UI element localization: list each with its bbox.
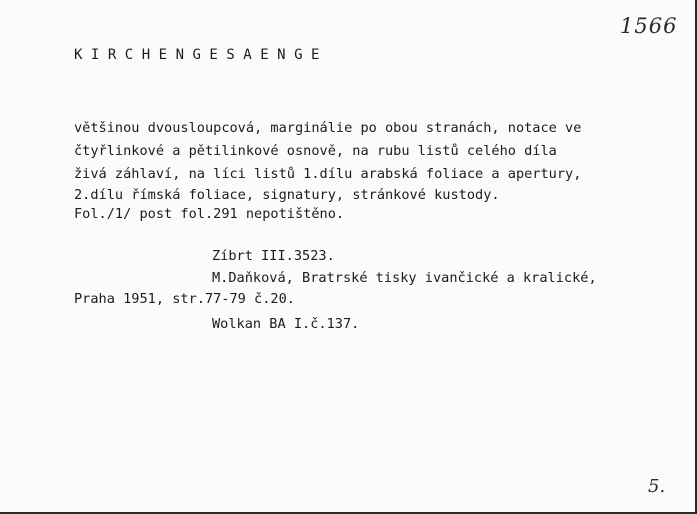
shelfmark: 1566 xyxy=(620,14,678,38)
reference-dankova-continuation: Praha 1951, str.77-79 č.20. xyxy=(74,291,295,307)
description-line-1: většinou dvousloupcová, marginálie po obou stranách, notace ve xyxy=(74,120,582,136)
card-heading: KIRCHENGESAENGE xyxy=(74,47,328,63)
description-line-2: čtyřlinkové a pětilinkové osnově, na rubu listů celého díla xyxy=(74,143,557,159)
reference-dankova: M.Daňková, Bratrské tisky ivančické a kralické, xyxy=(212,270,597,286)
description-line-4: 2.dílu římská foliace, signatury, stránkové kustody. xyxy=(74,187,500,203)
description-line-3: živá záhlaví, na líci listů 1.dílu arabská foliace a apertury, xyxy=(74,166,582,182)
description-line-5: Fol./1/ post fol.291 nepotištěno. xyxy=(74,206,345,222)
reference-wolkan: Wolkan BA I.č.137. xyxy=(212,316,360,332)
page-marker: 5. xyxy=(648,476,666,497)
reference-zibrt: Zíbrt III.3523. xyxy=(212,248,335,264)
